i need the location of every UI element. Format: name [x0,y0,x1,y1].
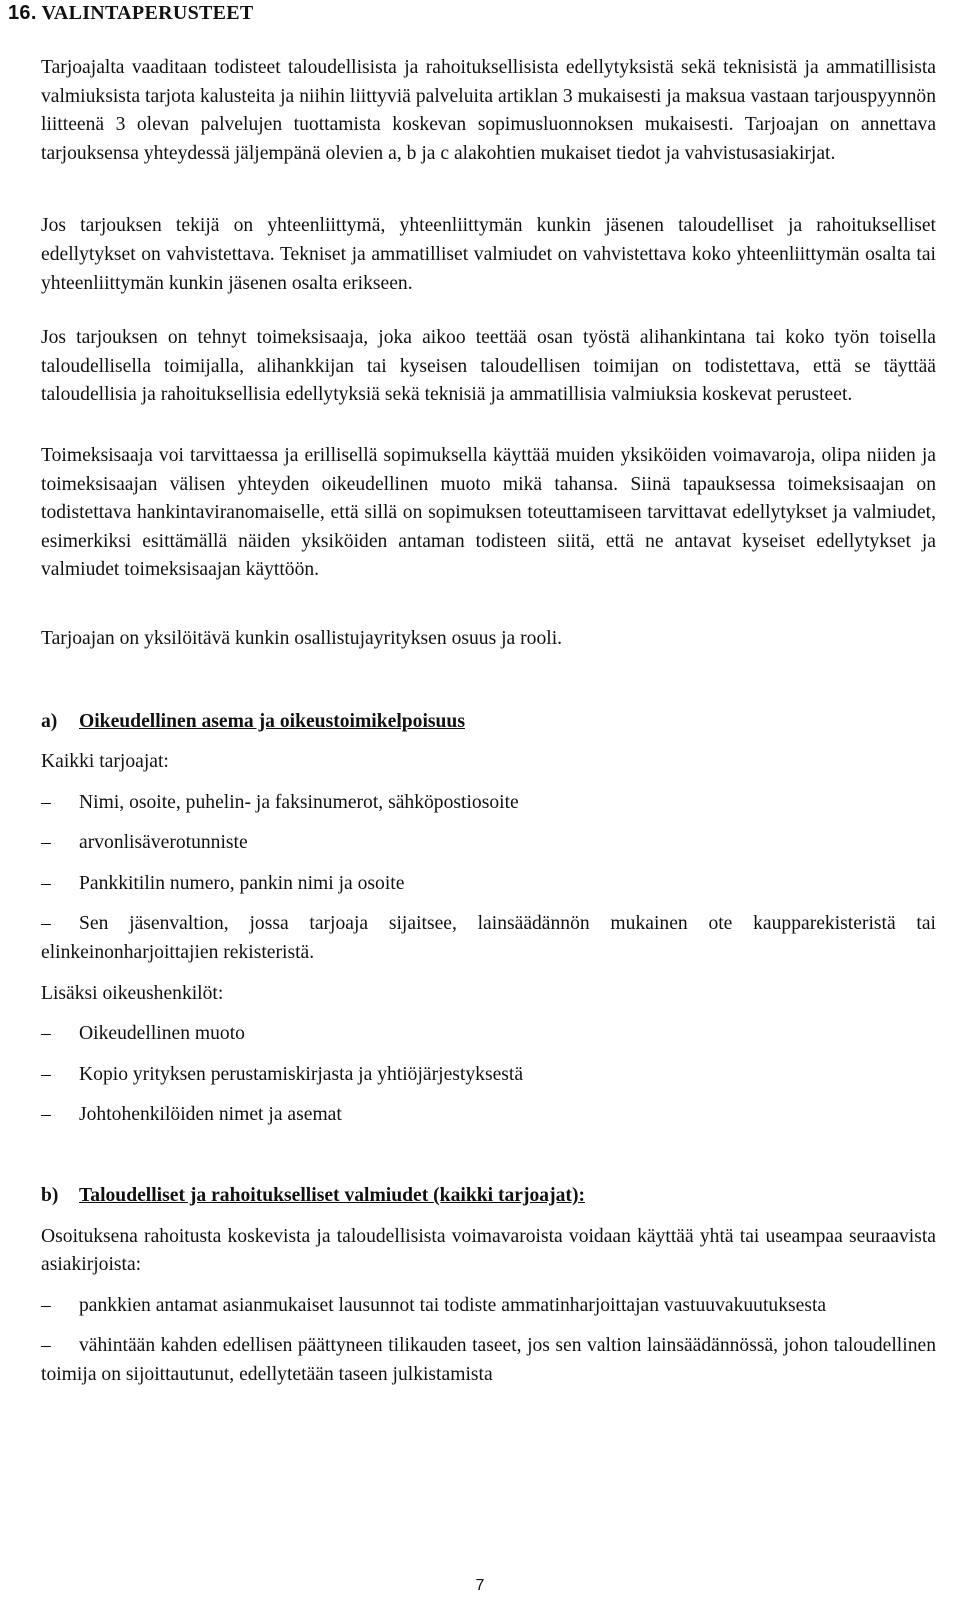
dash-marker: – [41,832,51,854]
dash-marker: – [41,1023,51,1045]
subsection-b-intro: Osoituksena rahoitusta koskevista ja taloudellisista voimavaroista voidaan käyttää yhtä tai useampaa seuraavista asiakirjoista: [41,1225,936,1276]
paragraph-intro-part1: Tarjoajalta vaaditaan todisteet taloudellisista ja rahoituksellisista edellytyksistä sekä teknisistä ja ammatillisista valmiuksista tarjota kalusteita ja niihin liittyviä palveluita artiklan 3 mukaisesti ja maksua vastaan tarjouspyynnön liitteenä 3 olevan palvelujen tuottamista koskevan sopimusluonnoksen mukaisesti. [41,57,936,136]
page-number: 7 [475,1577,485,1594]
list-item [41,1020,936,1049]
subsection-a-intro-legal: Lisäksi oikeushenkilöt: [41,982,224,1004]
list-item-text: pankkien antamat asianmukaiset lausunnot tai todiste ammatinharjoittajan vastuuvakuutuksesta [79,1294,827,1316]
subsection-a-heading [41,708,936,737]
list-item-text: Kopio yrityksen perustamiskirjasta ja yhtiöjärjestyksestä [79,1063,524,1085]
paragraph-subcontracting: Jos tarjouksen on tehnyt toimeksisaaja, joka aikoo teettää osan työstä alihankintana tai koko työn toisella taloudellisella toimijalla, alihankkijan tai kyseisen taloudellisen toimijan on todistettava, että se täyttää taloudellisia ja rahoituksellisia edellytyksiä sekä teknisiä ja ammatillisia valmiuksia koskevat perusteet. [41,327,936,406]
list-item [41,870,936,899]
subsection-a-label: a) [41,710,58,732]
subsection-b-label: b) [41,1185,59,1207]
subsection-b-heading [41,1182,936,1211]
list-item-text: vähintään kahden edellisen päättyneen tilikauden taseet, jos sen valtion lainsäädännössä, johon taloudellinen toimija on sijoittautunut, edellytetään taseen julkistamista [41,1335,936,1385]
list-item-text: Oikeudellinen muoto [79,1023,245,1045]
paragraph-intro-part2: Tarjoajan on annettava tarjouksensa yhteydessä jäljempänä olevien a, b ja c alakohtien mukaiset tiedot ja vahvistusasiakirjat. [41,114,937,164]
list-item [41,1061,936,1090]
dash-marker: – [41,913,51,935]
paragraph-consortium [41,212,936,298]
paragraph-intro [41,54,936,168]
section-number: 16. [8,2,37,24]
list-item [41,1332,936,1389]
list-item [41,829,936,858]
list-item [41,1101,936,1130]
paragraph-resources: Toimeksisaaja voi tarvittaessa ja erillisellä sopimuksella käyttää muiden yksiköiden voimavaroja, olipa niiden ja toimeksisaajan välisen yhteyden oikeudellinen muoto mikä tahansa. Siinä tapauksessa toimeksisaajan on todistettava hankintaviranomaiselle, että sillä on sopimuksen toteuttamiseen tarvittavat edellytykset ja valmiudet, esimerkiksi esittämällä näiden yksiköiden antaman todisteen siitä, että ne antavat kyseiset edellytykset ja valmiudet toimeksisaajan käyttöön. [41,444,936,581]
dash-marker: – [41,872,51,894]
section-title: VALINTAPERUSTEET [41,2,254,24]
list-item-text: Johtohenkilöiden nimet ja asemat [79,1104,342,1126]
subsection-a-title: Oikeudellinen asema ja oikeustoimikelpoisuus [79,710,465,732]
dash-marker: – [41,1294,51,1316]
subsection-b-title: Taloudelliset ja rahoitukselliset valmiudet (kaikki tarjoajat): [79,1185,585,1207]
dash-marker: – [41,1063,51,1085]
dash-marker: – [41,791,51,813]
dash-marker: – [41,1335,51,1357]
paragraph-consortium-part1: Jos tarjouksen tekijä on yhteenliittymä, yhteenliittymän kunkin jäsenen taloudelliset ja rahoitukselliset edellytykset on vahvistettava. [41,215,936,265]
list-item-text: Sen jäsenvaltion, jossa tarjoaja sijaitsee, lainsäädännön mukainen ote kaupparekisteristä tai elinkeinonharjoittajien rekisteristä. [41,913,936,964]
dash-marker: – [41,1104,51,1126]
list-item [41,789,936,818]
section-heading [8,0,254,26]
list-item-text: arvonlisäverotunniste [79,832,248,854]
paragraph-roles: Tarjoajan on yksilöitävä kunkin osallistujayrityksen osuus ja rooli. [41,627,563,649]
list-item [41,1292,936,1321]
document-body [41,54,936,1390]
subsection-a-intro: Kaikki tarjoajat: [41,751,169,773]
list-item-text: Nimi, osoite, puhelin- ja faksinumerot, sähköpostiosoite [79,791,519,813]
list-item-text: Pankkitilin numero, pankin nimi ja osoite [79,872,405,894]
paragraph-consortium-part2: Tekniset ja ammatilliset valmiudet on vahvistettava koko yhteenliittymän osalta tai yhteenliittymän kunkin jäsenen osalta erikseen. [41,243,937,294]
list-item [41,910,936,967]
